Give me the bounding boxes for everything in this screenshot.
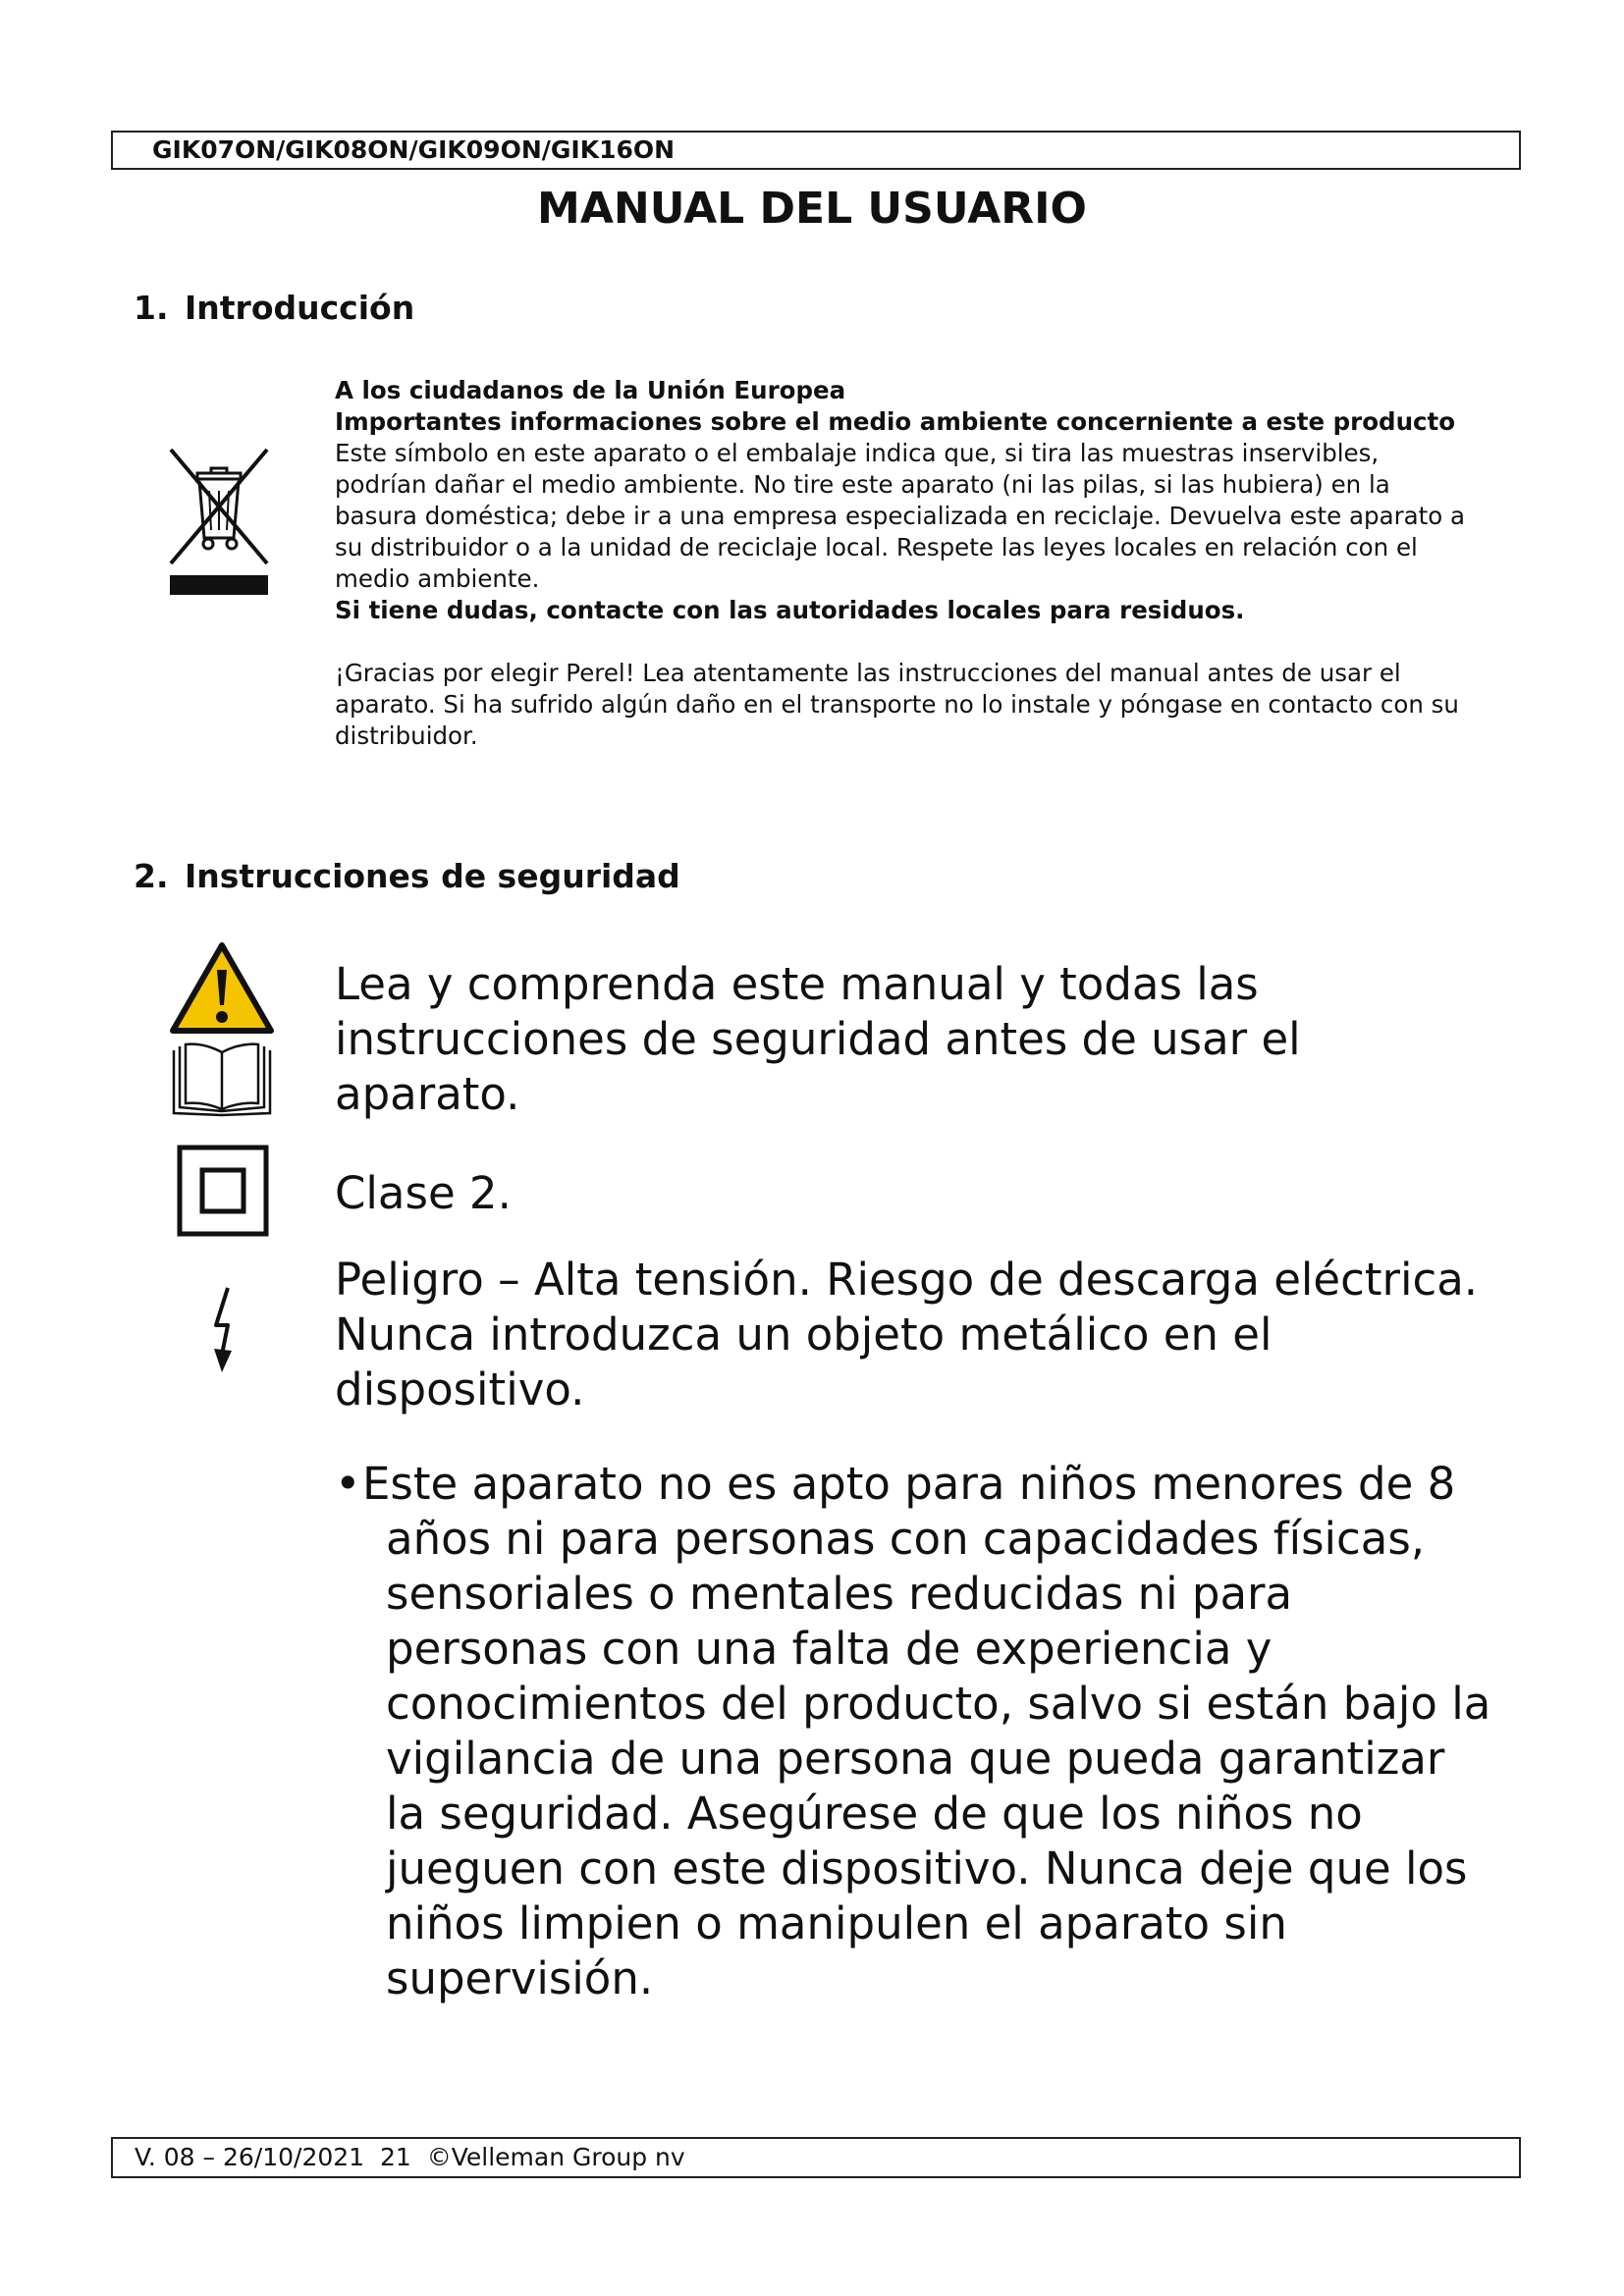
section-title: Introducción [185,289,415,327]
footer-copyright: ©Velleman Group nv [426,2143,685,2171]
warning-class2-text: Clase 2. [335,1167,512,1219]
introduction-text [335,375,1474,752]
footer-page-number: 21 [379,2143,411,2171]
eu-citizens-heading: A los ciudadanos de la Unión Europea [335,376,846,404]
warning-read-manual-text: Lea y comprenda este manual y todas las instrucciones de seguridad antes de usar el aparato. [335,958,1301,1120]
warning-triangle-icon [168,940,276,1037]
section-heading-safety [134,855,680,898]
page-title: MANUAL DEL USUARIO [537,184,1087,234]
bullet-text: Este aparato no es apto para niños menores de 8 años ni para personas con capacidades físicas, sensoriales o mentales reducidas ni para personas con una falta de experiencia y conocimientos del producto, salvo si están bajo la vigilancia de una persona que pueda garantizar la seguridad. Asegúrese de que los niños no jueguen con este dispositivo. Nunca deje que los niños limpien o manipulen el aparato sin supervisión. [362,1458,1491,2004]
high-voltage-bolt-icon [208,1286,242,1374]
read-manual-book-icon [168,1042,276,1121]
thanks-note: ¡Gracias por elegir Perel! Lea atentamente las instrucciones del manual antes de usar el aparato. Si ha sufrido algún daño en el transporte no lo instale y póngase en contacto con su distribuidor. [335,659,1459,750]
footer-box [111,2137,1521,2178]
environment-heading: Importantes informaciones sobre el medio ambiente concerniente a este producto [335,407,1456,436]
header-model-box [111,131,1521,170]
doubts-note: Si tiene dudas, contacte con las autoridades locales para residuos. [335,596,1245,624]
bullet-dot: • [335,1458,361,1510]
section-heading-introduction [134,287,414,330]
class2-double-square-icon [177,1145,269,1237]
section-number: 1. [134,289,169,327]
section-title: Instrucciones de seguridad [185,857,680,895]
spacer [335,626,1474,658]
footer-version: V. 08 – 26/10/2021 [135,2143,365,2171]
warning-high-voltage-text: Peligro – Alta tensión. Riesgo de descarga eléctrica. Nunca introduzca un objeto metálico en el dispositivo. [335,1254,1479,1415]
model-numbers: GIK07ON/GIK08ON/GIK09ON/GIK16ON [152,135,676,164]
safety-bullet-item [335,1457,1493,2006]
section-number: 2. [134,857,169,895]
weee-crossed-bin-icon [165,444,273,601]
environment-body: Este símbolo en este aparato o el embalaje indica que, si tira las muestras inservibles, podrían dañar el medio ambiente. No tire este aparato (ni las pilas, si las hubiera) en la basura doméstica; debe ir a una empresa especializada en reciclaje. Devuelva este aparato a su distribuidor o a la unidad de reciclaje local. Respete las leyes locales en relación con el medio ambiente. [335,439,1466,593]
